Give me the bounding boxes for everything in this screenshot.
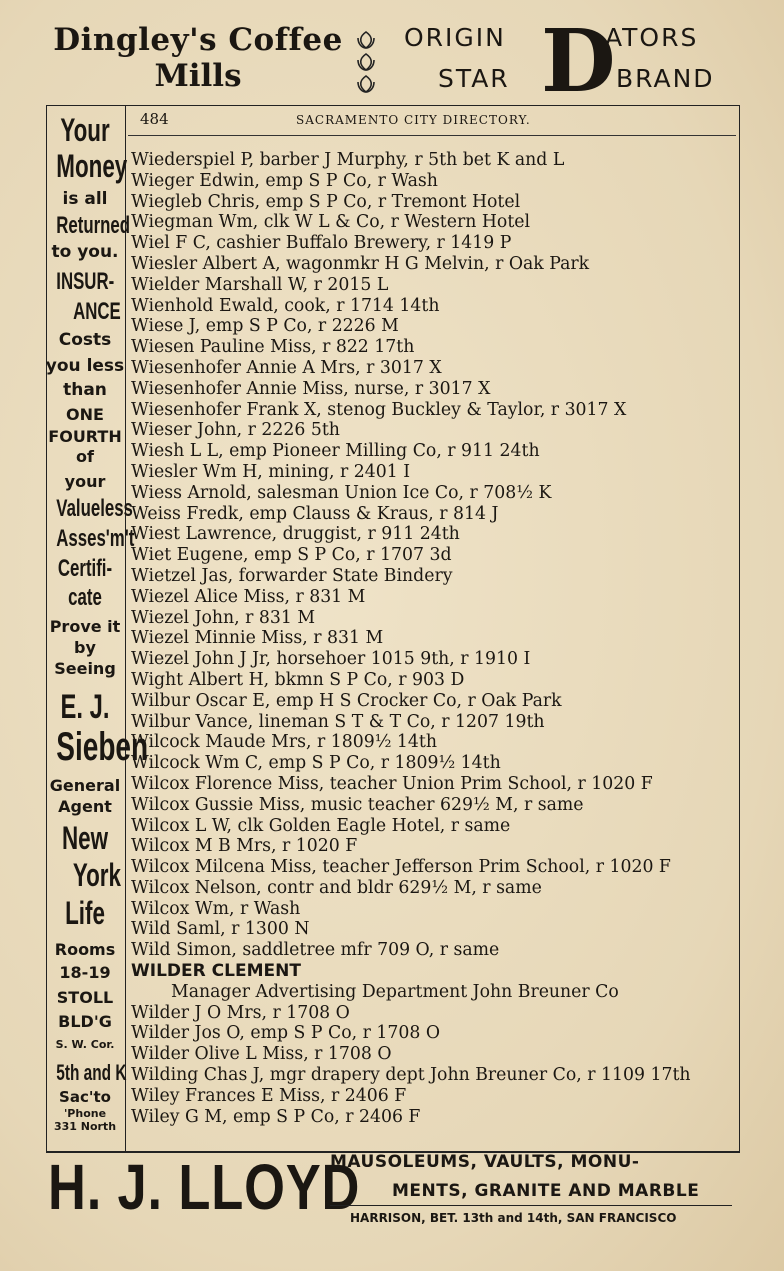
directory-entry: Wild Simon, saddletree mfr 709 O, r same [131, 940, 500, 961]
sidebar-line: 5th and K [56, 1060, 127, 1085]
sidebar-line: ANCE [73, 298, 121, 325]
header-ad-dingley [48, 22, 348, 94]
directory-entry: Wiezel Alice Miss, r 831 M [131, 586, 366, 607]
sidebar-line: you less [45, 356, 125, 376]
directory-entry: Wilcock Wm C, emp S P Co, r 1809½ 14th [131, 753, 501, 774]
footer-line-2: MENTS, GRANITE AND MARBLE [392, 1181, 700, 1201]
footer-address: HARRISON, BET. 13th and 14th, SAN FRANCISCO [350, 1211, 677, 1225]
directory-entry: Wiese J, emp S P Co, r 2226 M [131, 316, 399, 337]
sidebar-line: of [76, 447, 94, 466]
directory-entry: Wietzel Jas, forwarder State Bindery [131, 565, 453, 586]
sidebar-line: Prove it [49, 617, 121, 636]
sidebar-line: Life [65, 895, 105, 931]
directory-entry: Wienhold Ewald, cook, r 1714 14th [131, 295, 440, 316]
footer-line-1: MAUSOLEUMS, VAULTS, MONU- [330, 1152, 640, 1172]
directory-entry: Wilder J O Mrs, r 1708 O [131, 1002, 350, 1023]
sidebar-line: Rooms [54, 940, 116, 959]
directory-entry: Wilder Olive L Miss, r 1708 O [131, 1044, 392, 1065]
directory-entry: Wilcox M B Mrs, r 1020 F [131, 836, 358, 857]
sidebar-line: Your [60, 112, 110, 148]
header-dingley-mills: Mills [154, 58, 242, 94]
directory-entry-featured: WILDER CLEMENT [131, 961, 301, 982]
directory-entry: Wilcox Wm, r Wash [131, 898, 301, 919]
directory-entry: Wieser John, r 2226 5th [131, 420, 340, 441]
sidebar-line: cate [68, 584, 102, 611]
sidebar-line: by [74, 638, 96, 657]
sidebar-line: your [64, 472, 106, 491]
directory-entries [131, 150, 737, 1127]
sidebar-line: S. W. Cor. [55, 1038, 115, 1051]
header-dingley-title: Dingley's Coffee [53, 22, 343, 58]
heading-rule [128, 135, 736, 136]
sidebar-line: to you. [51, 242, 119, 262]
directory-entry: Wiezel Minnie Miss, r 831 M [131, 628, 384, 649]
directory-entry: Wilcox Florence Miss, teacher Union Prim School, r 1020 F [131, 773, 653, 794]
sidebar-line: 'Phone [63, 1107, 107, 1120]
directory-entry: Wiesen Pauline Miss, r 822 17th [131, 337, 415, 358]
directory-entry: Wilcock Maude Mrs, r 1809½ 14th [131, 732, 437, 753]
sidebar-line: Agent [58, 797, 112, 816]
directory-entry: Wilcox Nelson, contr and bldr 629½ M, r same [131, 877, 542, 898]
sidebar-line: New [61, 820, 109, 856]
footer-advertiser-name: H. J. LLOYD [48, 1151, 361, 1223]
directory-entry: Wiley G M, emp S P Co, r 2406 F [131, 1106, 421, 1127]
directory-entry: Wiezel John J Jr, horsehoer 1015 9th, r 1910 I [131, 649, 531, 670]
header-word-star: STAR [438, 64, 510, 93]
sidebar-line: Valueless [56, 495, 133, 522]
sidebar-line: INSUR- [56, 268, 115, 295]
page-title: SACRAMENTO CITY DIRECTORY. [296, 113, 531, 127]
directory-entry: Wiet Eugene, emp S P Co, r 1707 3d [131, 545, 452, 566]
directory-entry: Wieger Edwin, emp S P Co, r Wash [131, 170, 438, 191]
sidebar-line: STOLL [56, 988, 114, 1007]
sidebar-line: than [63, 380, 107, 400]
directory-entry: Wiegleb Chris, emp S P Co, r Tremont Hotel [131, 191, 521, 212]
sidebar-line: Money [56, 148, 128, 184]
directory-entry: Wilcox Milcena Miss, teacher Jefferson Prim School, r 1020 F [131, 857, 671, 878]
floral-ornament-icon [352, 28, 380, 100]
directory-entry: Wilbur Oscar E, emp H S Crocker Co, r Oak Park [131, 690, 562, 711]
directory-entry: Wiederspiel P, barber J Murphy, r 5th bet K and L [131, 150, 565, 170]
page-number: 484 [140, 110, 169, 128]
directory-entry: Wiegman Wm, clk W L & Co, r Western Hotel [131, 212, 531, 233]
directory-entry: Wilcox L W, clk Golden Eagle Hotel, r same [131, 815, 511, 836]
sidebar-line: BLD'G [58, 1012, 112, 1031]
sidebar-line: E. J. [60, 688, 110, 726]
header-word-origin: ORIGIN [404, 23, 506, 52]
directory-entry: Wiesenhofer Annie Miss, nurse, r 3017 X [131, 378, 491, 399]
directory-entry: Wiess Arnold, salesman Union Ice Co, r 708½ K [131, 482, 552, 503]
directory-entry: Wiesenhofer Frank X, stenog Buckley & Taylor, r 3017 X [131, 399, 627, 420]
header-word-brand: BRAND [616, 64, 715, 93]
directory-entry: Weiss Fredk, emp Clauss & Kraus, r 814 J [131, 503, 499, 524]
header-big-letter: D [541, 11, 616, 112]
sidebar-line: is all [62, 189, 108, 209]
sidebar-line: Sac'to [59, 1088, 111, 1106]
directory-entry: Wiesenhofer Annie A Mrs, r 3017 X [131, 357, 442, 378]
sidebar-line: Returned [56, 212, 131, 239]
directory-entry: Wiley Frances E Miss, r 2406 F [131, 1085, 407, 1106]
directory-entry: Wilding Chas J, mgr drapery dept John Breuner Co, r 1109 17th [131, 1065, 691, 1086]
directory-entry: Wilbur Vance, lineman S T & T Co, r 1207 19th [131, 711, 545, 732]
directory-entry: Wilcox Gussie Miss, music teacher 629½ M, r same [131, 794, 584, 815]
directory-entry: Wiesler Albert A, wagonmkr H G Melvin, r Oak Park [131, 253, 590, 274]
directory-entry: Wiezel John, r 831 M [131, 607, 316, 628]
footer-divider [330, 1205, 732, 1206]
directory-entry: Wight Albert H, bkmn S P Co, r 903 D [131, 669, 465, 690]
directory-entry: Wiel F C, cashier Buffalo Brewery, r 1419 P [131, 233, 512, 254]
sidebar-line: Asses'm't [56, 525, 135, 552]
sidebar-line: General [49, 776, 121, 795]
directory-entry: Wielder Marshall W, r 2015 L [131, 274, 389, 295]
directory-entry: Wild Saml, r 1300 N [131, 919, 310, 940]
sidebar-line: Certifi- [57, 555, 113, 582]
directory-entry: Wiesh L L, emp Pioneer Milling Co, r 911 24th [131, 441, 540, 462]
sidebar-line: 18-19 [59, 963, 111, 982]
directory-entry: Wiesler Wm H, mining, r 2401 I [131, 461, 411, 482]
sidebar-line: Sieben [56, 725, 149, 769]
sidebar-line: Seeing [54, 659, 116, 678]
directory-entry: Wiest Lawrence, druggist, r 911 24th [131, 524, 460, 545]
directory-entry-detail: Manager Advertising Department John Breuner Co [171, 981, 619, 1002]
directory-entry: Wilder Jos O, emp S P Co, r 1708 O [131, 1023, 441, 1044]
sidebar-line: 331 North [53, 1120, 117, 1133]
sidebar-line: York [72, 857, 121, 893]
sidebar-line: ONE [66, 405, 104, 424]
sidebar-line: FOURTH [48, 427, 122, 446]
header-word-ators: ATORS [605, 23, 699, 52]
sidebar-line: Costs [58, 330, 112, 350]
